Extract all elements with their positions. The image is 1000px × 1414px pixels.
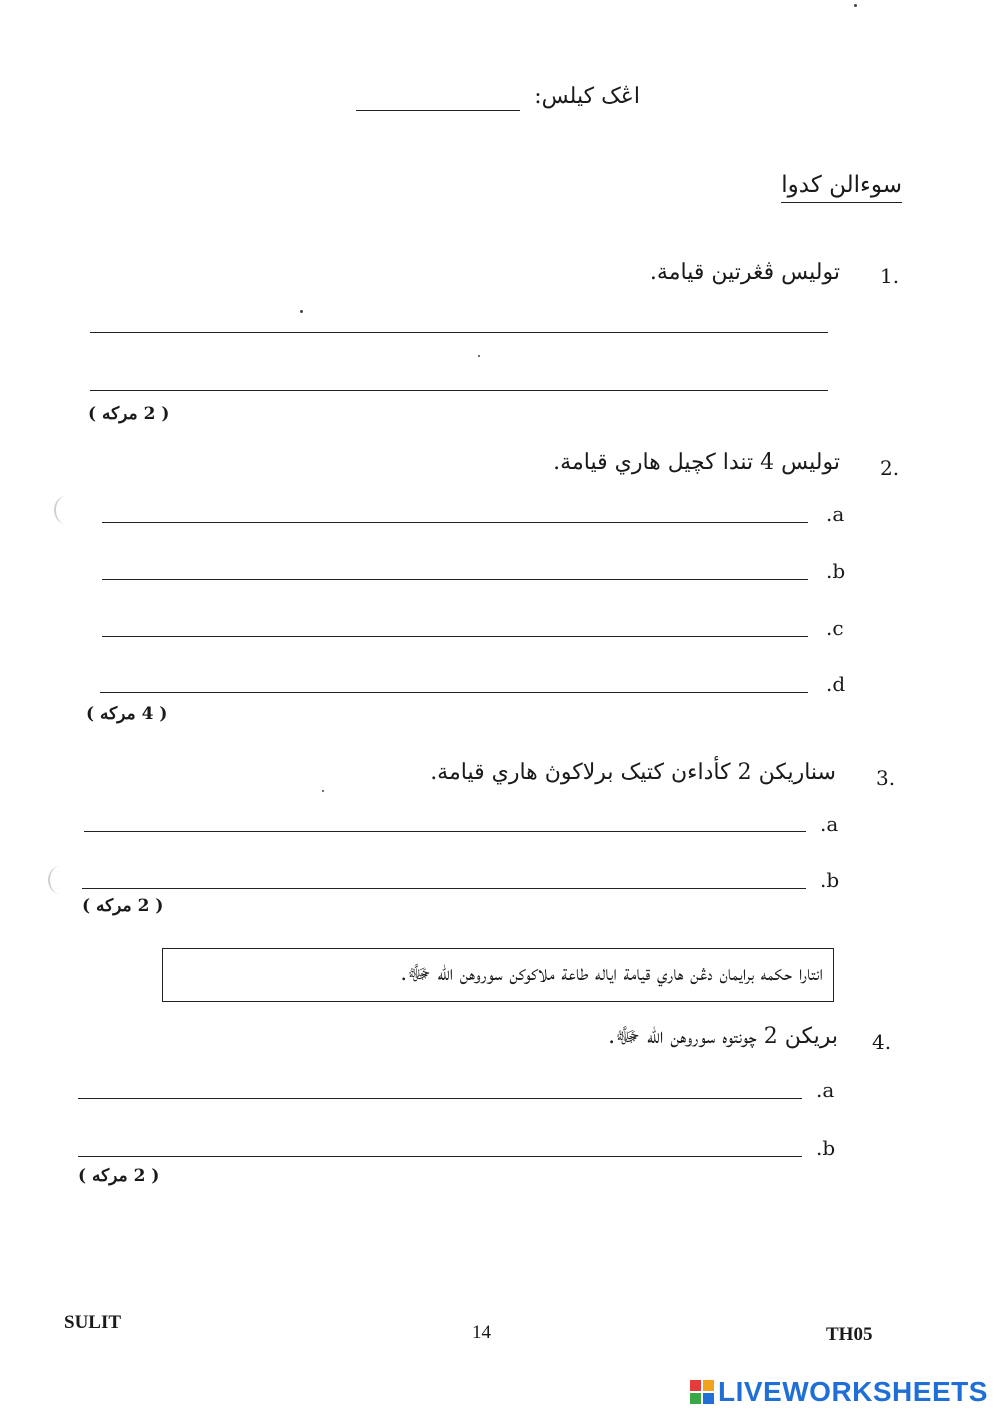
answer-line (102, 579, 808, 580)
question-2-marks: ( 4 مرکه ) (86, 704, 168, 724)
question-4-marks: ( 2 مرکه ) (78, 1166, 160, 1186)
q2-answer-input-a[interactable] (106, 494, 808, 522)
question-1-marks: ( 2 مرکه ) (88, 404, 170, 424)
q3-answer-input-b[interactable] (86, 860, 806, 888)
punch-hole (48, 866, 72, 894)
q1-answer-input-2[interactable] (94, 362, 828, 390)
q4-answer-input-b[interactable] (82, 1128, 802, 1156)
question-3-text: سناريکن 2 کأداءن کتيک برلاکوڽ هاري قيامة. (430, 760, 836, 785)
q2-answer-input-b[interactable] (106, 551, 808, 579)
footer-code: TH05 (826, 1324, 873, 1345)
q4-answer-input-a[interactable] (82, 1070, 802, 1098)
question-3-number: 3. (876, 766, 896, 790)
sub-label-b: .b (820, 868, 840, 892)
answer-line (82, 888, 806, 889)
speck (478, 355, 480, 357)
page-number: 14 (472, 1322, 491, 1343)
info-box-text: انتارا حکمه برايمان دڠن هاري قيامة اياله طاعة ملاکوکن سوروهن الله ﷻ. (400, 960, 823, 985)
answer-line (102, 522, 808, 523)
answer-line (90, 390, 828, 391)
footer-sulit: SULIT (64, 1312, 122, 1333)
answer-line (84, 831, 806, 832)
answer-line (102, 636, 808, 637)
question-4-text: بريکن 2 چونتوه سوروهن الله ﷻ. (608, 1024, 838, 1049)
question-1-number: 1. (880, 264, 900, 288)
section-title: سوءالن کدوا (781, 172, 902, 203)
q2-answer-input-c[interactable] (106, 608, 808, 636)
liveworksheets-icon (690, 1380, 714, 1404)
q3-answer-input-a[interactable] (88, 803, 806, 831)
sub-label-a: .a (820, 812, 839, 836)
question-2-number: 2. (880, 456, 900, 480)
sub-label-a: .a (816, 1078, 835, 1102)
info-box (162, 948, 834, 1002)
speck (854, 4, 857, 7)
question-4-number: 4. (872, 1030, 892, 1054)
class-label: اڠک کيلس: (534, 84, 640, 109)
answer-line (78, 1098, 802, 1099)
sub-label-c: .c (826, 616, 844, 640)
sub-label-d: .d (826, 672, 846, 696)
liveworksheets-logo (690, 1376, 988, 1408)
sub-label-b: .b (826, 559, 846, 583)
punch-hole (54, 496, 78, 524)
answer-line (100, 692, 808, 693)
speck (322, 790, 324, 792)
answer-line (90, 332, 828, 333)
answer-line (78, 1156, 802, 1157)
question-3-marks: ( 2 مرکه ) (82, 896, 164, 916)
liveworksheets-name: LIVEWORKSHEETS (718, 1376, 988, 1407)
q2-answer-input-d[interactable] (104, 664, 808, 692)
sub-label-b: .b (816, 1136, 836, 1160)
question-1-text: توليس ڤڠرتين قيامة. (649, 260, 840, 285)
question-2-text: توليس 4 تندا کچيل هاري قيامة. (553, 450, 840, 475)
q1-answer-input-1[interactable] (94, 304, 828, 332)
sub-label-a: .a (826, 502, 845, 526)
class-input[interactable] (360, 84, 520, 112)
